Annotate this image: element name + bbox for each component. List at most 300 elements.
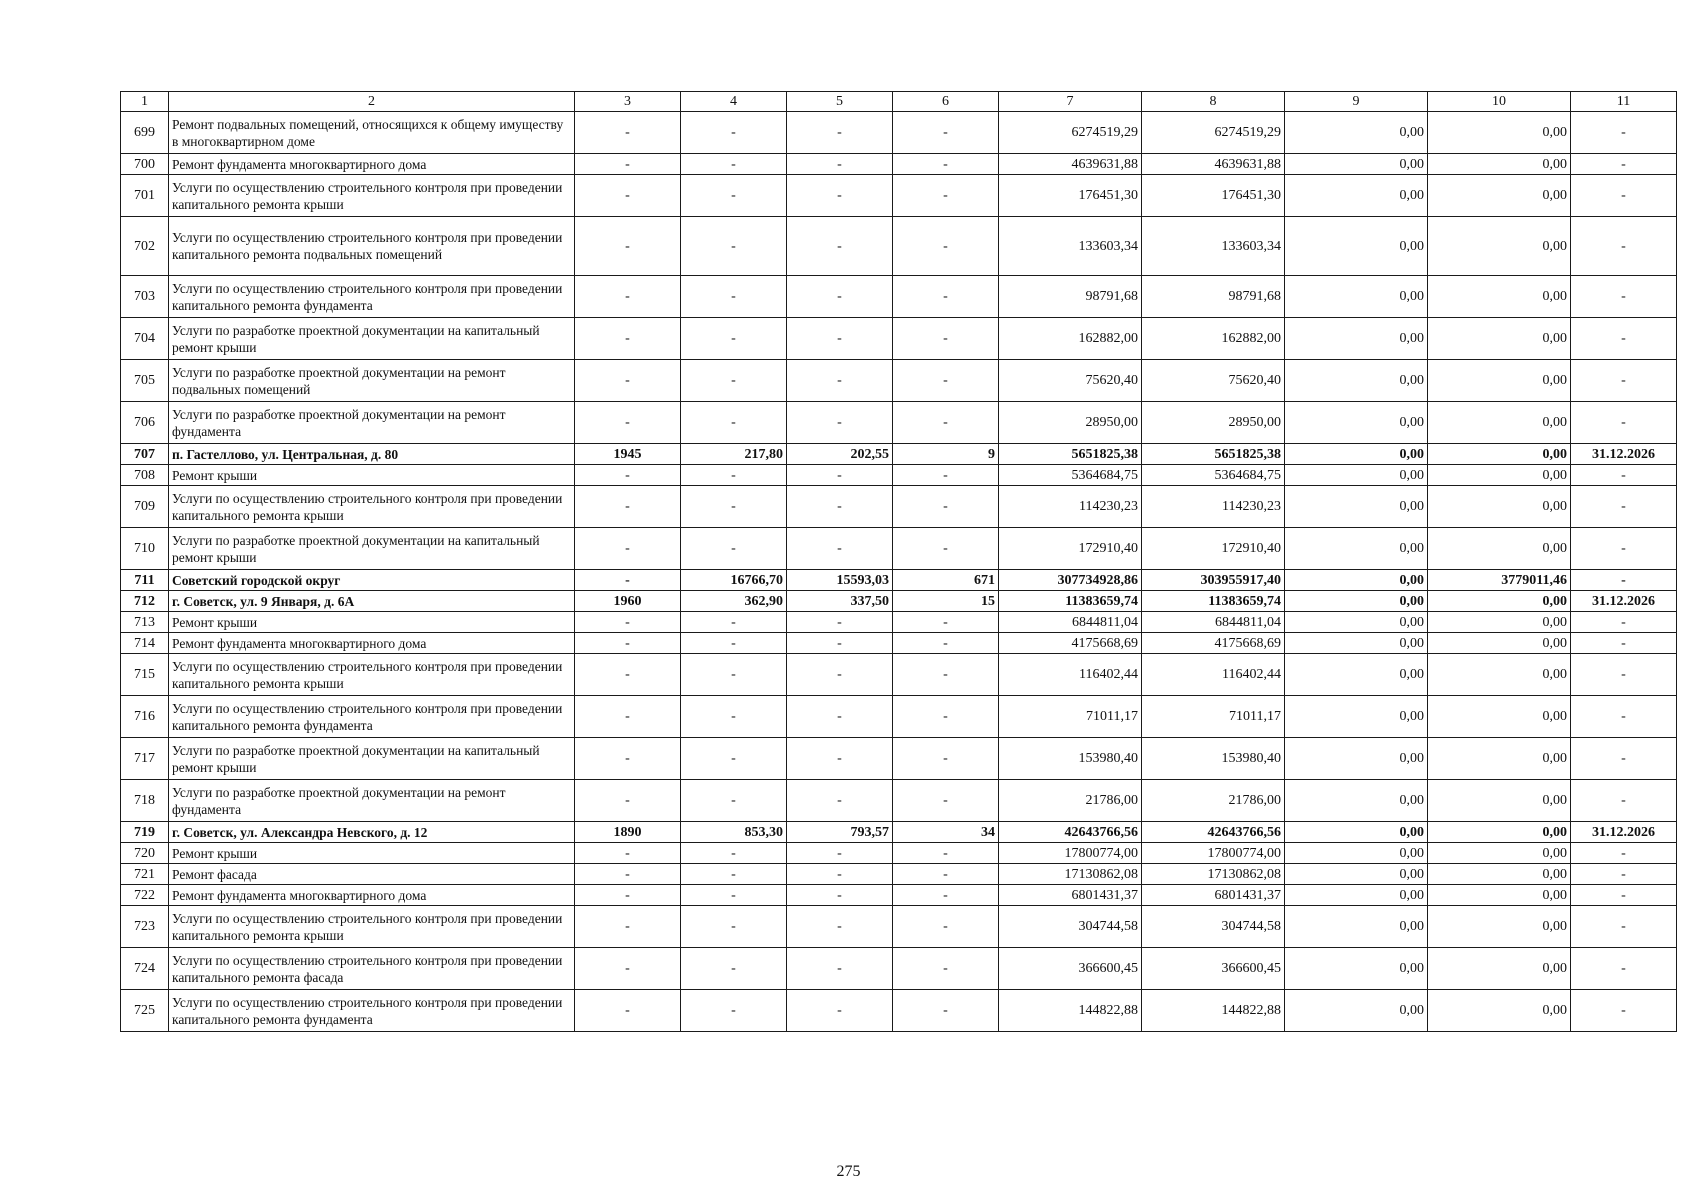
- cell-col-10: 0,00: [1428, 528, 1571, 570]
- cell-col-8: 17800774,00: [1142, 843, 1285, 864]
- row-number-cell: 720: [121, 843, 169, 864]
- cell-col-6: -: [893, 738, 999, 780]
- cell-col-3: -: [575, 633, 681, 654]
- table-row: [121, 591, 1677, 612]
- cell-col-4: -: [681, 465, 787, 486]
- cell-col-9: 0,00: [1285, 612, 1428, 633]
- row-name-cell: г. Советск, ул. 9 Января, д. 6А: [169, 591, 575, 612]
- table-row: [121, 217, 1677, 276]
- cell-col-7: 114230,23: [999, 486, 1142, 528]
- row-name-cell: Ремонт крыши: [169, 612, 575, 633]
- column-header: 4: [681, 92, 787, 112]
- table-row: [121, 528, 1677, 570]
- cell-col-4: 16766,70: [681, 570, 787, 591]
- cell-col-11: -: [1571, 885, 1677, 906]
- row-number-cell: 709: [121, 486, 169, 528]
- cell-col-3: -: [575, 990, 681, 1032]
- cell-col-3: -: [575, 175, 681, 217]
- column-header: 5: [787, 92, 893, 112]
- table-row: [121, 990, 1677, 1032]
- cell-col-9: 0,00: [1285, 843, 1428, 864]
- table-row: [121, 738, 1677, 780]
- cell-col-7: 28950,00: [999, 402, 1142, 444]
- table-row: [121, 696, 1677, 738]
- cell-col-9: 0,00: [1285, 633, 1428, 654]
- cell-col-9: 0,00: [1285, 465, 1428, 486]
- cell-col-10: 0,00: [1428, 696, 1571, 738]
- cell-col-10: 0,00: [1428, 360, 1571, 402]
- table-row: [121, 885, 1677, 906]
- cell-col-4: -: [681, 990, 787, 1032]
- table-row: [121, 822, 1677, 843]
- cell-col-3: -: [575, 486, 681, 528]
- table-row: [121, 318, 1677, 360]
- row-name-cell: Услуги по осуществлению строительного контроля при проведении капитального ремонта крыши: [169, 654, 575, 696]
- cell-col-9: 0,00: [1285, 154, 1428, 175]
- cell-col-5: -: [787, 696, 893, 738]
- table-row: [121, 276, 1677, 318]
- cell-col-7: 5364684,75: [999, 465, 1142, 486]
- row-name-cell: Услуги по разработке проектной документации на капитальный ремонт крыши: [169, 528, 575, 570]
- cell-col-10: 0,00: [1428, 906, 1571, 948]
- cell-col-9: 0,00: [1285, 738, 1428, 780]
- cell-col-11: -: [1571, 612, 1677, 633]
- cell-col-4: -: [681, 948, 787, 990]
- column-header: 7: [999, 92, 1142, 112]
- cell-col-6: -: [893, 528, 999, 570]
- column-header: 9: [1285, 92, 1428, 112]
- cell-col-5: -: [787, 486, 893, 528]
- cell-col-7: 6274519,29: [999, 112, 1142, 154]
- cell-col-11: -: [1571, 318, 1677, 360]
- cell-col-8: 172910,40: [1142, 528, 1285, 570]
- cell-col-9: 0,00: [1285, 654, 1428, 696]
- cell-col-4: -: [681, 112, 787, 154]
- cell-col-9: 0,00: [1285, 885, 1428, 906]
- cell-col-8: 6274519,29: [1142, 112, 1285, 154]
- cell-col-11: -: [1571, 217, 1677, 276]
- cell-col-11: -: [1571, 276, 1677, 318]
- cell-col-5: 202,55: [787, 444, 893, 465]
- cell-col-8: 6801431,37: [1142, 885, 1285, 906]
- cell-col-4: -: [681, 654, 787, 696]
- row-number-cell: 706: [121, 402, 169, 444]
- cell-col-9: 0,00: [1285, 822, 1428, 843]
- cell-col-3: 1945: [575, 444, 681, 465]
- cell-col-4: -: [681, 528, 787, 570]
- cell-col-10: 0,00: [1428, 217, 1571, 276]
- cell-col-6: -: [893, 633, 999, 654]
- cell-col-4: -: [681, 360, 787, 402]
- cell-col-6: -: [893, 843, 999, 864]
- row-number-cell: 707: [121, 444, 169, 465]
- cell-col-6: -: [893, 318, 999, 360]
- row-number-cell: 710: [121, 528, 169, 570]
- cell-col-6: -: [893, 864, 999, 885]
- cell-col-6: -: [893, 276, 999, 318]
- cell-col-8: 153980,40: [1142, 738, 1285, 780]
- cell-col-4: -: [681, 738, 787, 780]
- cell-col-5: -: [787, 465, 893, 486]
- cell-col-5: -: [787, 654, 893, 696]
- cell-col-5: -: [787, 112, 893, 154]
- cell-col-11: -: [1571, 864, 1677, 885]
- cell-col-11: -: [1571, 654, 1677, 696]
- cell-col-7: 21786,00: [999, 780, 1142, 822]
- table-row: [121, 654, 1677, 696]
- row-name-cell: Услуги по осуществлению строительного контроля при проведении капитального ремонта крыши: [169, 175, 575, 217]
- cell-col-4: -: [681, 217, 787, 276]
- cell-col-9: 0,00: [1285, 528, 1428, 570]
- cell-col-10: 3779011,46: [1428, 570, 1571, 591]
- row-name-cell: г. Советск, ул. Александра Невского, д. 12: [169, 822, 575, 843]
- cell-col-9: 0,00: [1285, 780, 1428, 822]
- cell-col-3: 1960: [575, 591, 681, 612]
- cell-col-8: 114230,23: [1142, 486, 1285, 528]
- cell-col-10: 0,00: [1428, 864, 1571, 885]
- row-number-cell: 700: [121, 154, 169, 175]
- cell-col-4: -: [681, 175, 787, 217]
- row-name-cell: Ремонт фундамента многоквартирного дома: [169, 154, 575, 175]
- cell-col-6: -: [893, 486, 999, 528]
- cell-col-3: -: [575, 906, 681, 948]
- cell-col-7: 304744,58: [999, 906, 1142, 948]
- cell-col-8: 4175668,69: [1142, 633, 1285, 654]
- cell-col-7: 5651825,38: [999, 444, 1142, 465]
- row-name-cell: Услуги по осуществлению строительного контроля при проведении капитального ремонта крыши: [169, 906, 575, 948]
- cell-col-7: 116402,44: [999, 654, 1142, 696]
- cell-col-5: -: [787, 402, 893, 444]
- cell-col-7: 366600,45: [999, 948, 1142, 990]
- table-row: [121, 906, 1677, 948]
- cell-col-4: -: [681, 780, 787, 822]
- cell-col-7: 172910,40: [999, 528, 1142, 570]
- cell-col-10: 0,00: [1428, 318, 1571, 360]
- table-row: [121, 633, 1677, 654]
- cell-col-4: -: [681, 318, 787, 360]
- cell-col-9: 0,00: [1285, 948, 1428, 990]
- cell-col-9: 0,00: [1285, 696, 1428, 738]
- row-number-cell: 711: [121, 570, 169, 591]
- cell-col-7: 307734928,86: [999, 570, 1142, 591]
- cell-col-8: 304744,58: [1142, 906, 1285, 948]
- cell-col-8: 17130862,08: [1142, 864, 1285, 885]
- row-number-cell: 703: [121, 276, 169, 318]
- cell-col-8: 21786,00: [1142, 780, 1285, 822]
- row-name-cell: Услуги по разработке проектной документации на капитальный ремонт крыши: [169, 738, 575, 780]
- cell-col-7: 6801431,37: [999, 885, 1142, 906]
- cell-col-3: -: [575, 528, 681, 570]
- cell-col-7: 17130862,08: [999, 864, 1142, 885]
- cell-col-10: 0,00: [1428, 843, 1571, 864]
- row-name-cell: Услуги по разработке проектной документации на ремонт подвальных помещений: [169, 360, 575, 402]
- cell-col-8: 42643766,56: [1142, 822, 1285, 843]
- cell-col-9: 0,00: [1285, 402, 1428, 444]
- table-row: [121, 843, 1677, 864]
- cell-col-5: -: [787, 318, 893, 360]
- cell-col-5: -: [787, 217, 893, 276]
- column-header: 8: [1142, 92, 1285, 112]
- table-row: [121, 112, 1677, 154]
- table-row: [121, 948, 1677, 990]
- cell-col-6: 34: [893, 822, 999, 843]
- cell-col-3: -: [575, 360, 681, 402]
- column-header: 6: [893, 92, 999, 112]
- row-number-cell: 721: [121, 864, 169, 885]
- cell-col-3: -: [575, 864, 681, 885]
- row-name-cell: Услуги по осуществлению строительного контроля при проведении капитального ремонта фасада: [169, 948, 575, 990]
- cell-col-5: -: [787, 276, 893, 318]
- cell-col-6: -: [893, 696, 999, 738]
- column-header: 11: [1571, 92, 1677, 112]
- row-number-cell: 699: [121, 112, 169, 154]
- cell-col-4: -: [681, 843, 787, 864]
- cell-col-4: -: [681, 906, 787, 948]
- cell-col-6: -: [893, 906, 999, 948]
- cell-col-3: -: [575, 570, 681, 591]
- cell-col-8: 11383659,74: [1142, 591, 1285, 612]
- cell-col-6: -: [893, 990, 999, 1032]
- row-number-cell: 713: [121, 612, 169, 633]
- cell-col-3: -: [575, 402, 681, 444]
- cell-col-3: -: [575, 612, 681, 633]
- cell-col-3: -: [575, 465, 681, 486]
- cell-col-3: 1890: [575, 822, 681, 843]
- row-name-cell: Услуги по разработке проектной документации на ремонт фундамента: [169, 780, 575, 822]
- cell-col-6: 9: [893, 444, 999, 465]
- row-number-cell: 723: [121, 906, 169, 948]
- cell-col-11: -: [1571, 633, 1677, 654]
- cell-col-5: -: [787, 633, 893, 654]
- row-name-cell: Ремонт фундамента многоквартирного дома: [169, 885, 575, 906]
- cell-col-4: 853,30: [681, 822, 787, 843]
- cell-col-6: -: [893, 612, 999, 633]
- cell-col-10: 0,00: [1428, 591, 1571, 612]
- cell-col-5: -: [787, 843, 893, 864]
- cell-col-11: -: [1571, 906, 1677, 948]
- cell-col-5: 337,50: [787, 591, 893, 612]
- cell-col-9: 0,00: [1285, 486, 1428, 528]
- cell-col-11: -: [1571, 990, 1677, 1032]
- cell-col-11: -: [1571, 738, 1677, 780]
- cell-col-5: -: [787, 780, 893, 822]
- cell-col-11: -: [1571, 154, 1677, 175]
- capital-repair-table: [120, 91, 1677, 1032]
- cell-col-5: -: [787, 154, 893, 175]
- cell-col-6: -: [893, 112, 999, 154]
- cell-col-11: -: [1571, 175, 1677, 217]
- cell-col-9: 0,00: [1285, 990, 1428, 1032]
- row-number-cell: 719: [121, 822, 169, 843]
- cell-col-8: 6844811,04: [1142, 612, 1285, 633]
- cell-col-7: 6844811,04: [999, 612, 1142, 633]
- table-row: [121, 612, 1677, 633]
- column-header: 2: [169, 92, 575, 112]
- cell-col-11: -: [1571, 948, 1677, 990]
- cell-col-4: -: [681, 633, 787, 654]
- cell-col-11: -: [1571, 360, 1677, 402]
- table-row: [121, 360, 1677, 402]
- cell-col-3: -: [575, 780, 681, 822]
- cell-col-4: -: [681, 276, 787, 318]
- cell-col-10: 0,00: [1428, 885, 1571, 906]
- cell-col-8: 176451,30: [1142, 175, 1285, 217]
- row-name-cell: Ремонт фасада: [169, 864, 575, 885]
- cell-col-5: 15593,03: [787, 570, 893, 591]
- cell-col-7: 4175668,69: [999, 633, 1142, 654]
- cell-col-4: 217,80: [681, 444, 787, 465]
- row-number-cell: 702: [121, 217, 169, 276]
- cell-col-6: -: [893, 217, 999, 276]
- cell-col-11: -: [1571, 465, 1677, 486]
- row-name-cell: Советский городской округ: [169, 570, 575, 591]
- cell-col-7: 42643766,56: [999, 822, 1142, 843]
- row-name-cell: Ремонт фундамента многоквартирного дома: [169, 633, 575, 654]
- cell-col-7: 71011,17: [999, 696, 1142, 738]
- row-number-cell: 712: [121, 591, 169, 612]
- cell-col-11: -: [1571, 780, 1677, 822]
- cell-col-9: 0,00: [1285, 175, 1428, 217]
- cell-col-10: 0,00: [1428, 948, 1571, 990]
- cell-col-11: -: [1571, 112, 1677, 154]
- cell-col-10: 0,00: [1428, 633, 1571, 654]
- cell-col-8: 366600,45: [1142, 948, 1285, 990]
- cell-col-7: 162882,00: [999, 318, 1142, 360]
- cell-col-10: 0,00: [1428, 654, 1571, 696]
- cell-col-11: -: [1571, 570, 1677, 591]
- cell-col-4: 362,90: [681, 591, 787, 612]
- row-number-cell: 714: [121, 633, 169, 654]
- row-name-cell: Ремонт крыши: [169, 843, 575, 864]
- cell-col-3: -: [575, 948, 681, 990]
- cell-col-10: 0,00: [1428, 444, 1571, 465]
- cell-col-6: -: [893, 402, 999, 444]
- cell-col-5: 793,57: [787, 822, 893, 843]
- cell-col-11: 31.12.2026: [1571, 822, 1677, 843]
- cell-col-7: 176451,30: [999, 175, 1142, 217]
- row-name-cell: Услуги по осуществлению строительного контроля при проведении капитального ремонта фундамента: [169, 990, 575, 1032]
- cell-col-10: 0,00: [1428, 402, 1571, 444]
- row-number-cell: 724: [121, 948, 169, 990]
- cell-col-11: -: [1571, 402, 1677, 444]
- cell-col-10: 0,00: [1428, 276, 1571, 318]
- cell-col-9: 0,00: [1285, 217, 1428, 276]
- row-number-cell: 708: [121, 465, 169, 486]
- cell-col-7: 4639631,88: [999, 154, 1142, 175]
- cell-col-6: -: [893, 780, 999, 822]
- row-name-cell: Услуги по осуществлению строительного контроля при проведении капитального ремонта подвальных помещений: [169, 217, 575, 276]
- cell-col-11: -: [1571, 528, 1677, 570]
- cell-col-7: 17800774,00: [999, 843, 1142, 864]
- cell-col-11: 31.12.2026: [1571, 591, 1677, 612]
- cell-col-5: -: [787, 175, 893, 217]
- cell-col-8: 5364684,75: [1142, 465, 1285, 486]
- cell-col-6: 671: [893, 570, 999, 591]
- cell-col-3: -: [575, 654, 681, 696]
- cell-col-7: 144822,88: [999, 990, 1142, 1032]
- cell-col-8: 162882,00: [1142, 318, 1285, 360]
- cell-col-3: -: [575, 843, 681, 864]
- cell-col-9: 0,00: [1285, 360, 1428, 402]
- cell-col-10: 0,00: [1428, 612, 1571, 633]
- cell-col-8: 303955917,40: [1142, 570, 1285, 591]
- cell-col-5: -: [787, 885, 893, 906]
- cell-col-5: -: [787, 948, 893, 990]
- cell-col-10: 0,00: [1428, 175, 1571, 217]
- cell-col-9: 0,00: [1285, 318, 1428, 360]
- cell-col-7: 153980,40: [999, 738, 1142, 780]
- cell-col-10: 0,00: [1428, 738, 1571, 780]
- cell-col-10: 0,00: [1428, 990, 1571, 1032]
- row-number-cell: 717: [121, 738, 169, 780]
- table-row: [121, 465, 1677, 486]
- row-number-cell: 705: [121, 360, 169, 402]
- row-number-cell: 701: [121, 175, 169, 217]
- header-row: [121, 92, 1677, 112]
- cell-col-7: 133603,34: [999, 217, 1142, 276]
- cell-col-8: 144822,88: [1142, 990, 1285, 1032]
- cell-col-7: 98791,68: [999, 276, 1142, 318]
- cell-col-6: -: [893, 948, 999, 990]
- page-number: 275: [836, 1163, 861, 1180]
- cell-col-4: -: [681, 885, 787, 906]
- cell-col-10: 0,00: [1428, 780, 1571, 822]
- cell-col-8: 4639631,88: [1142, 154, 1285, 175]
- row-number-cell: 715: [121, 654, 169, 696]
- cell-col-9: 0,00: [1285, 276, 1428, 318]
- cell-col-11: -: [1571, 486, 1677, 528]
- row-name-cell: Услуги по разработке проектной документации на капитальный ремонт крыши: [169, 318, 575, 360]
- cell-col-9: 0,00: [1285, 570, 1428, 591]
- cell-col-5: -: [787, 864, 893, 885]
- cell-col-4: -: [681, 864, 787, 885]
- cell-col-4: -: [681, 696, 787, 738]
- cell-col-3: -: [575, 738, 681, 780]
- cell-col-8: 71011,17: [1142, 696, 1285, 738]
- cell-col-9: 0,00: [1285, 444, 1428, 465]
- cell-col-5: -: [787, 906, 893, 948]
- cell-col-9: 0,00: [1285, 591, 1428, 612]
- cell-col-3: -: [575, 154, 681, 175]
- cell-col-10: 0,00: [1428, 154, 1571, 175]
- cell-col-3: -: [575, 885, 681, 906]
- cell-col-11: 31.12.2026: [1571, 444, 1677, 465]
- row-name-cell: Услуги по осуществлению строительного контроля при проведении капитального ремонта крыши: [169, 486, 575, 528]
- row-name-cell: Услуги по разработке проектной документации на ремонт фундамента: [169, 402, 575, 444]
- row-name-cell: Услуги по осуществлению строительного контроля при проведении капитального ремонта фундамента: [169, 276, 575, 318]
- row-number-cell: 725: [121, 990, 169, 1032]
- column-header: 3: [575, 92, 681, 112]
- cell-col-11: -: [1571, 843, 1677, 864]
- cell-col-8: 28950,00: [1142, 402, 1285, 444]
- cell-col-11: -: [1571, 696, 1677, 738]
- cell-col-6: -: [893, 654, 999, 696]
- cell-col-9: 0,00: [1285, 864, 1428, 885]
- table-row: [121, 570, 1677, 591]
- cell-col-4: -: [681, 402, 787, 444]
- table-row: [121, 864, 1677, 885]
- row-name-cell: п. Гастеллово, ул. Центральная, д. 80: [169, 444, 575, 465]
- cell-col-10: 0,00: [1428, 822, 1571, 843]
- cell-col-8: 133603,34: [1142, 217, 1285, 276]
- row-number-cell: 718: [121, 780, 169, 822]
- cell-col-8: 98791,68: [1142, 276, 1285, 318]
- cell-col-5: -: [787, 360, 893, 402]
- cell-col-6: -: [893, 885, 999, 906]
- cell-col-7: 75620,40: [999, 360, 1142, 402]
- cell-col-10: 0,00: [1428, 112, 1571, 154]
- cell-col-5: -: [787, 612, 893, 633]
